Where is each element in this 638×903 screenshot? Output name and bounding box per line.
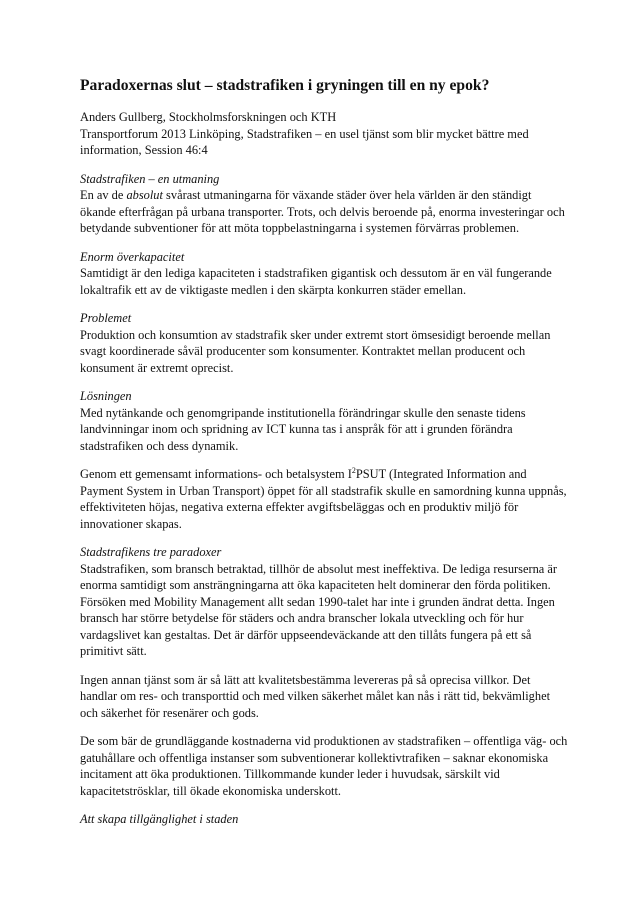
document-meta (80, 109, 568, 159)
document-page (80, 76, 568, 840)
section-text: Med nytänkande och genomgripande institutionella förändringar skulle den senaste tidens landvinningar inom och spridning av ICT kunna tas i anspråk för att i grunden förändra stadstrafiken och dess dynamik. (80, 405, 526, 453)
section-text: Ingen annan tjänst som är så lätt att kvalitetsbestämma levereras på så oprecisa villkor. Det handlar om res- och transporttid och med vilken säkerhet målet kan nås i rätt tid, bekvämlighet och säkerhet för resenärer och gods. (80, 672, 551, 720)
section-heading: Stadstrafiken – en utmaning (80, 171, 220, 186)
section-heading: Lösningen (80, 389, 132, 403)
document-title: Paradoxernas slut – stadstrafiken i gryningen till en ny epok? (80, 77, 490, 94)
section-heading: Enorm överkapacitet (80, 249, 185, 264)
section-text: Produktion och konsumtion av stadstrafik sker under extremt stort ömsesidigt beroende mellan svagt koordinerade såväl producenter som konsumenter. Kontraktet mellan producent och konsument är extremt oprecist. (80, 327, 551, 375)
section-overcapacity (80, 249, 568, 299)
section-paradoxes-paragraph-2 (80, 672, 568, 722)
section-text: En av de (80, 188, 127, 202)
section-text: PSUT (Integrated Information and Payment System in Urban Transport) öppet för all stadstrafik skulle en samordning kunna uppnås, effektiviteten höjas, negativa externa effekter avgiftsbeläggas och en produktiv miljö för innovationer skapas. (80, 467, 567, 531)
event-line: Transportforum 2013 Linköping, Stadstrafiken – en usel tjänst som blir mycket bättre med information, Session 46:4 (80, 126, 529, 157)
emphasis-text: absolut (126, 188, 163, 202)
section-solution (80, 388, 568, 454)
superscript: 2 (351, 465, 356, 475)
section-heading: Stadstrafikens tre paradoxer (80, 545, 222, 559)
author-line: Anders Gullberg, Stockholmsforskningen och KTH (80, 110, 337, 124)
section-text: Samtidigt är den lediga kapaciteten i stadstrafiken gigantisk och dessutom är en väl fungerande lokaltrafik ett av de viktigaste medlen i den skärpta konkurren städer emellan. (80, 266, 552, 297)
section-heading: Att skapa tillgänglighet i staden (80, 812, 239, 826)
section-solution-paragraph-2 (80, 466, 568, 532)
section-text: svårast utmaningarna för växande städer över hela världen är den ständigt ökande efterfrågan på urbana transporter. Trots, och delvis beroende på, enorma investeringar och betydande subventioner för att möta toppbelastningarna i systemen förvärras problemen. (80, 188, 565, 235)
section-paradoxes-paragraph-3 (80, 733, 568, 799)
section-problem (80, 310, 568, 376)
section-paradoxes (80, 544, 568, 660)
section-accessibility (80, 811, 568, 828)
section-challenge (80, 171, 568, 237)
section-text: De som bär de grundläggande kostnaderna vid produktionen av stadstrafiken – offentliga väg- och gatuhållare och offentliga instanser som subventionerar kollektivtrafiken – saknar ekonomiska incitament att öka produktionen. Tillkommande kunder leder i huvudsak, särskilt vid kapacitetströsklar, till ökade ekonomiska underskott. (80, 734, 568, 798)
section-text: Stadstrafiken, som bransch betraktad, tillhör de absolut mest ineffektiva. De lediga resurserna är enorma samtidigt som ansträngningarna att öka kapaciteten helt dominerar den förda politiken. Försöken med Mobility Management allt sedan 1990-talet har inte i grunden ändrat detta. Ingen bransch har större betydelse för städers och andra branscher lokala utveckling och för hur vardagslivet kan gestaltas. Det är därför uppseendeväckande att den tillåts fungera på ett så primitivt sätt. (80, 561, 558, 658)
section-text: Genom ett gemensamt informations- och betalsystem I (80, 467, 352, 481)
section-heading: Problemet (80, 311, 132, 325)
